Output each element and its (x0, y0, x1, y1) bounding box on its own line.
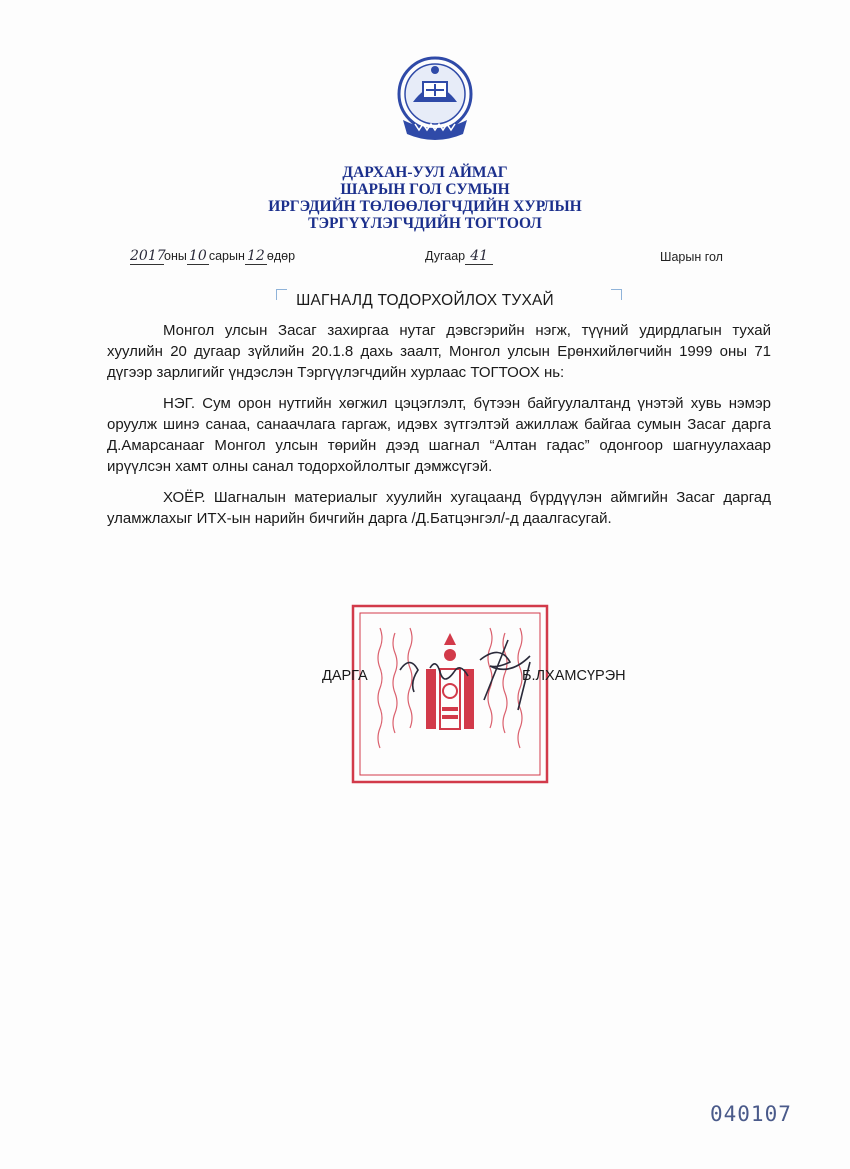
document-date (130, 248, 295, 265)
header-block (0, 164, 850, 232)
date-year-suffix: оны (164, 249, 187, 263)
header-council: ИРГЭДИЙН ТӨЛӨӨЛӨГЧДИЙН ХУРЛЫН (268, 198, 582, 215)
date-month-suffix: сарын (208, 249, 245, 263)
state-emblem-icon (393, 54, 477, 146)
document-place: Шарын гол (660, 250, 723, 264)
body-clause-two: ХОЁР. Шагналын материалыг хуулийн хугацаанд бүрдүүлэн аймгийн Засаг даргад уламжлахыг ИТХ-ын нарийн бичгийн дарга /Д.Батцэнгэл/-д даалгасугай. (107, 489, 771, 527)
date-line (0, 248, 850, 270)
header-resolution: ТЭРГҮҮЛЭГЧДИЙН ТОГТООЛ (308, 215, 542, 232)
date-day: 12 (245, 248, 267, 265)
date-year: 2017 (130, 248, 166, 264)
date-month: 10 (187, 248, 209, 265)
serial-number: 040107 (710, 1102, 792, 1126)
signatory-name: Б.ЛХАМСҮРЭН (522, 668, 626, 684)
body-preamble: Монгол улсын Засаг захиргаа нутаг дэвсгэрийн нэгж, түүний удирдлагын тухай хуулийн 20 дугаар зүйлийн 20.1.8 дахь заалт, Монгол улсын Ерөнхийлөгчийн 1999 оны 71 дүгээр зарлигийг үндэслэн Тэргүүлэгчдийн хурлаас ТОГТООХ нь: (107, 322, 771, 381)
document-number (425, 248, 493, 265)
signatory-role: ДАРГА (322, 668, 368, 684)
number-label: Дугаар (425, 249, 466, 263)
header-sum: ШАРЫН ГОЛ СУМЫН (340, 181, 510, 198)
body-clause-one: НЭГ. Сум орон нутгийн хөгжил цэцэглэлт, бүтээн байгуулалтанд үнэтэй хувь нэмэр оруулж шинэ санаа, санаачлага гаргаж, идэвх зүтгэлтэй ажиллаж байгаа сумын Засаг дарга Д.Амарсанааг Монгол улсын төрийн дээд шагнал “Алтан гадас” одонгоор шагнуулахаар ирүүлсэн хамт олны санал тодорхойлолтыг дэмжсүгэй. (107, 395, 771, 475)
date-day-suffix: өдөр (266, 249, 296, 263)
document-body (107, 320, 771, 539)
document-title: ШАГНАЛД ТОДОРХОЙЛОХ ТУХАЙ (296, 292, 554, 309)
number-value: 41 (465, 248, 493, 265)
header-aimag: ДАРХАН-УУЛ АЙМАГ (342, 164, 508, 181)
